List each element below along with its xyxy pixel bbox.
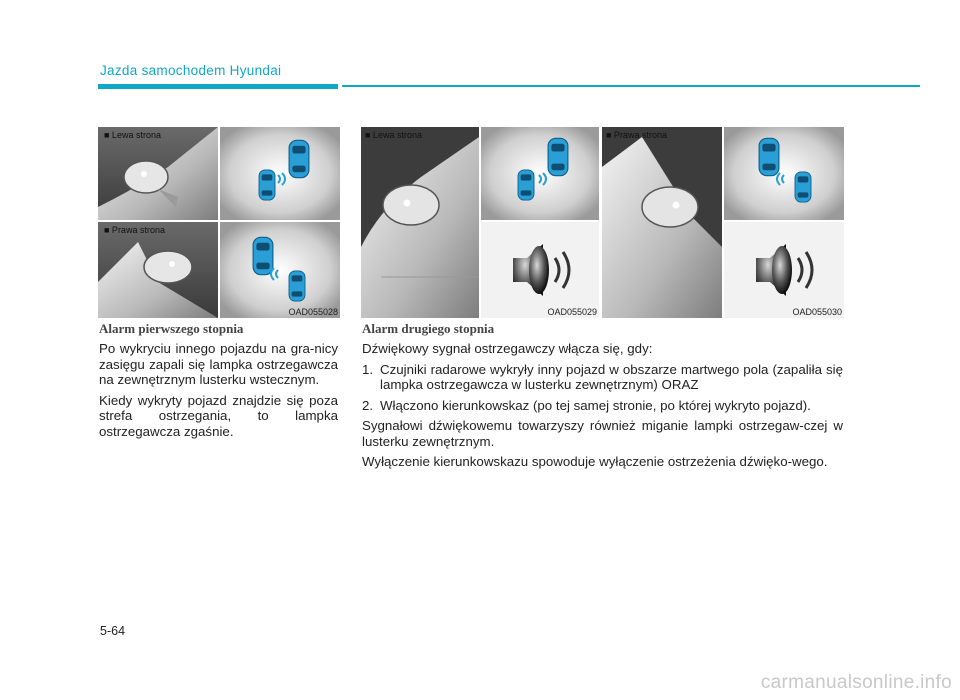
second-stage-p3: Wyłączenie kierunkowskazu spowoduje wyłączenie ostrzeżenia dźwięko-wego. [362,454,828,469]
page-header-title: Jazda samochodem Hyundai [100,63,282,78]
overhead-left-image [220,127,340,220]
first-stage-p2: Kiedy wykryty pojazd znajdzie się poza strefa ostrzegania, to lampka ostrzegawcza zgaśnie. [99,392,338,439]
first-stage-text [99,341,338,444]
list-item [362,398,843,414]
figure3-code: OAD055030 [792,307,842,317]
second-stage-p2: Sygnałowi dźwiękowemu towarzyszy również miganie lampki ostrzegaw-czej w lusterku zewnętrznym. [362,418,843,449]
figure2-code: OAD055029 [547,307,597,317]
figure2-label: ■ Lewa strona [365,130,422,140]
speaker-image-right [724,222,844,318]
overhead-right-image [220,222,340,318]
left-door-mirror-image [361,127,479,318]
figure1-code: OAD055028 [288,307,338,317]
header-accent-bar [98,84,338,89]
list-item-text: Czujniki radarowe wykryły inny pojazd w obszarze martwego pola (zapaliła się lampka ostrzegawcza w lusterku zewnętrznym) ORAZ [380,361,843,392]
first-stage-title: Alarm pierwszego stopnia [99,321,244,336]
figure3-label: ■ Prawa strona [606,130,667,140]
figure-second-stage-right [602,127,844,318]
left-mirror-image [98,127,218,220]
overhead-left-image-2 [481,127,599,220]
figure1-bottom-label: ■ Prawa strona [104,225,165,235]
figure-second-stage-left [361,127,599,318]
first-stage-p1: Po wykryciu innego pojazdu na gra-nicy zasięgu zapali się lampka ostrzegawcza na zewnętrznym lusterku wstecznym. [99,341,338,387]
header-rule [342,85,920,87]
list-item [362,362,843,393]
page-number: 5-64 [100,624,126,638]
figure1-top-label: ■ Lewa strona [104,130,161,140]
right-mirror-image [98,222,218,318]
second-stage-title: Alarm drugiego stopnia [362,321,495,336]
second-stage-text [362,341,843,475]
right-door-mirror-image [602,127,722,318]
list-number: 1. [362,361,374,377]
watermark: carmanualsonline.info [760,672,952,693]
overhead-right-image-2 [724,127,844,220]
second-stage-intro: Dźwiękowy sygnał ostrzegawczy włącza się, gdy: [362,341,653,356]
list-item-text: Włączono kierunkowskaz (po tej samej stronie, po której wykryto pojazd). [380,397,811,413]
speaker-image-left [481,222,599,318]
figure-first-stage-alarm [98,127,340,318]
list-number: 2. [362,397,374,413]
